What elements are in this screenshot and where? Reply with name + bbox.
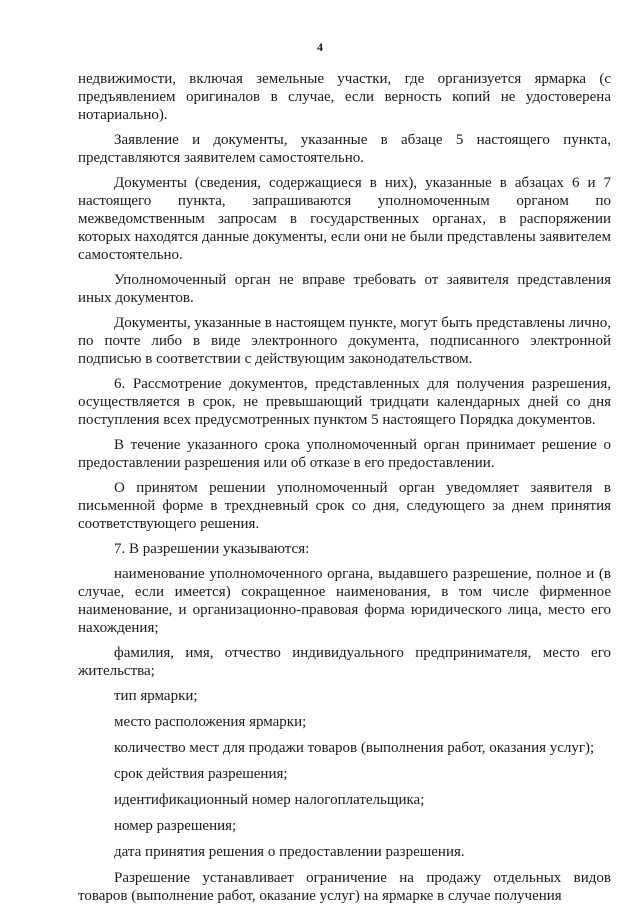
list-item: дата принятия решения о предоставлении разрешения. [114,844,465,860]
paragraph: Заявление и документы, указанные в абзаце 5 настоящего пункта, представляются заявителем самостоятельно. [78,132,611,166]
paragraph: В течение указанного срока уполномоченный орган принимает решение о предоставлении разрешения или об отказе в его предоставлении. [78,437,611,471]
list-item: тип ярмарки; [114,688,198,704]
list-item: срок действия разрешения; [114,766,288,782]
paragraph: Документы (сведения, содержащиеся в них), указанные в абзацах 6 и 7 настоящего пункта, запрашиваются уполномоченным органом по межведомственным запросам в государственных органах, в распоряжении которых находятся данные документы, если они не были представлены заявителем самостоятельно. [78,175,611,263]
paragraph: 7. В разрешении указываются: [114,541,310,557]
paragraph: О принятом решении уполномоченный орган уведомляет заявителя в письменной форме в трехдневный срок со дня, следующего за днем принятия соответствующего решения. [78,480,611,532]
paragraph: Уполномоченный орган не вправе требовать от заявителя представления иных документов. [78,272,611,306]
list-item: место расположения ярмарки; [114,714,307,730]
page-number: 4 [317,40,323,54]
paragraph: наименование уполномоченного органа, выдавшего разрешение, полное и (в случае, если имеется) сокращенное наименования, в том числе фирменное наименование, и организационно-правовая форма юридического лица, место его нахождения; [78,566,611,636]
paragraph: Разрешение устанавливает ограничение на продажу отдельных видов товаров (выполнение работ, оказание услуг) на ярмарке в случае получения [78,870,611,904]
paragraph: недвижимости, включая земельные участки, где организуется ярмарка (с предъявлением оригиналов в случае, если верность копий не удостоверена нотариально). [78,71,611,123]
list-item: номер разрешения; [114,818,237,834]
paragraph: Документы, указанные в настоящем пункте, могут быть представлены лично, по почте либо в виде электронного документа, подписанного электронной подписью в соответствии с действующим законодательством. [78,315,611,367]
paragraph: 6. Рассмотрение документов, представленных для получения разрешения, осуществляется в срок, не превышающий тридцати календарных дней со дня поступления всех предусмотренных пунктом 5 настоящего Порядка документов. [78,376,611,428]
document-body [78,70,611,912]
paragraph: фамилия, имя, отчество индивидуального предпринимателя, место его жительства; [78,645,611,679]
list-item: количество мест для продажи товаров (выполнения работ, оказания услуг); [114,740,595,756]
list-item: идентификационный номер налогоплательщика; [114,792,425,808]
